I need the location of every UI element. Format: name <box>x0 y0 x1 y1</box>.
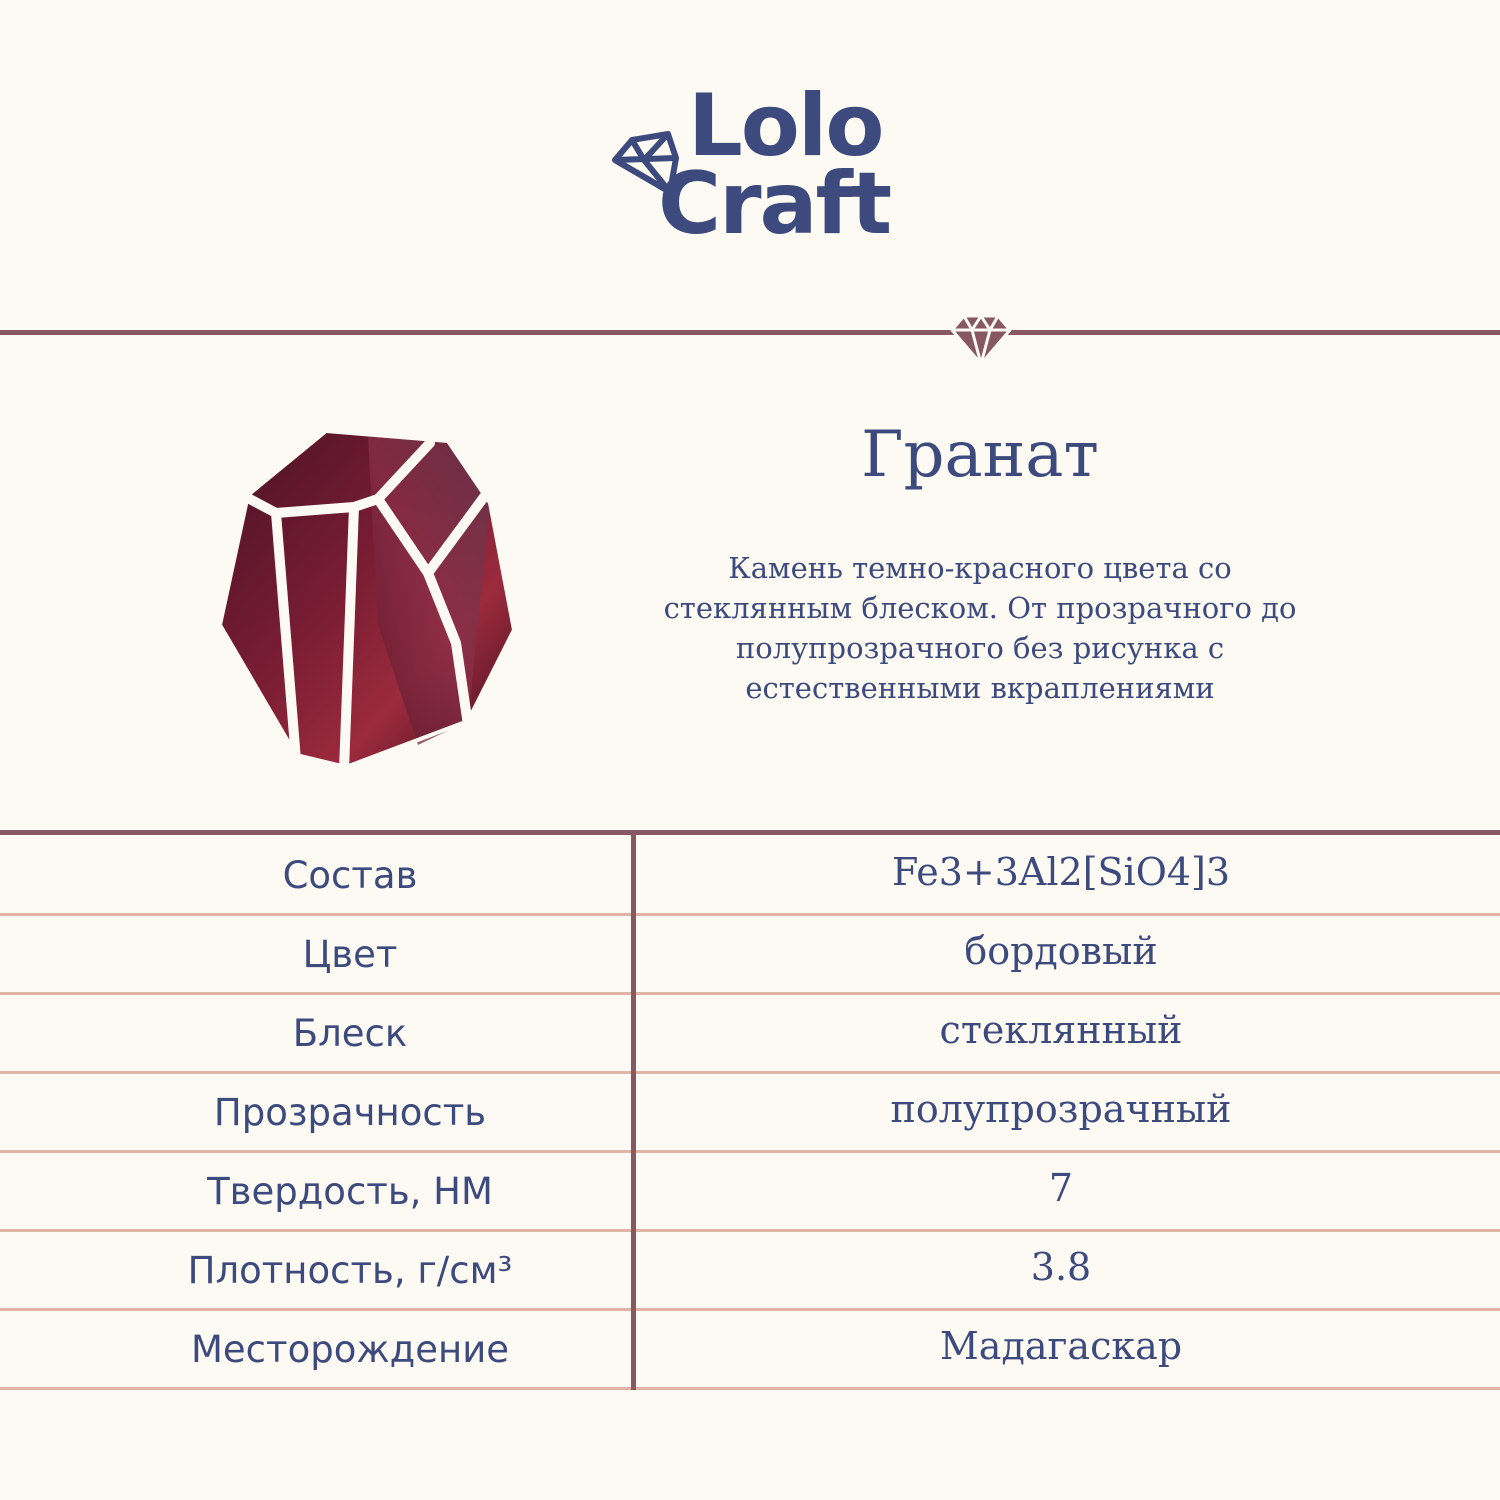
stone-title: Гранат <box>861 418 1099 492</box>
property-value: Мадагаскар <box>939 1324 1183 1368</box>
property-label: Прозрачность <box>213 1091 487 1134</box>
table-row <box>0 1150 1500 1232</box>
property-label: Месторождение <box>190 1328 510 1371</box>
property-value: 7 <box>1048 1166 1074 1210</box>
property-label: Твердость, НМ <box>207 1170 493 1213</box>
property-value: полупрозрачный <box>890 1087 1232 1131</box>
table-row <box>0 834 1500 916</box>
stone-description: Камень темно-красного цвета со стеклянным блеском. От прозрачного до полупрозрачного без рисунка с естественными вкраплениями <box>663 551 1297 705</box>
property-label: Цвет <box>302 933 398 976</box>
diamond-divider-icon <box>948 312 1014 366</box>
section-divider <box>0 330 1500 335</box>
property-value: бордовый <box>964 929 1158 973</box>
property-value: 3.8 <box>1030 1245 1092 1289</box>
table-row <box>0 992 1500 1074</box>
logo-line-1: Lolo <box>688 76 883 176</box>
table-column-divider <box>631 832 636 1390</box>
property-label: Блеск <box>292 1012 408 1055</box>
table-row <box>0 1308 1500 1390</box>
table-row <box>0 913 1500 995</box>
garnet-stone-illustration <box>218 425 518 775</box>
property-label: Плотность, г/см³ <box>187 1249 513 1292</box>
property-label: Состав <box>282 854 418 897</box>
logo-line-2: Craft <box>658 154 891 254</box>
property-value: Fe3+3Al2[SiO4]3 <box>891 850 1231 894</box>
table-row <box>0 1071 1500 1153</box>
brand-logo <box>610 76 910 265</box>
table-row <box>0 1229 1500 1311</box>
table-top-rule <box>0 830 1500 835</box>
property-value: стеклянный <box>939 1008 1183 1052</box>
